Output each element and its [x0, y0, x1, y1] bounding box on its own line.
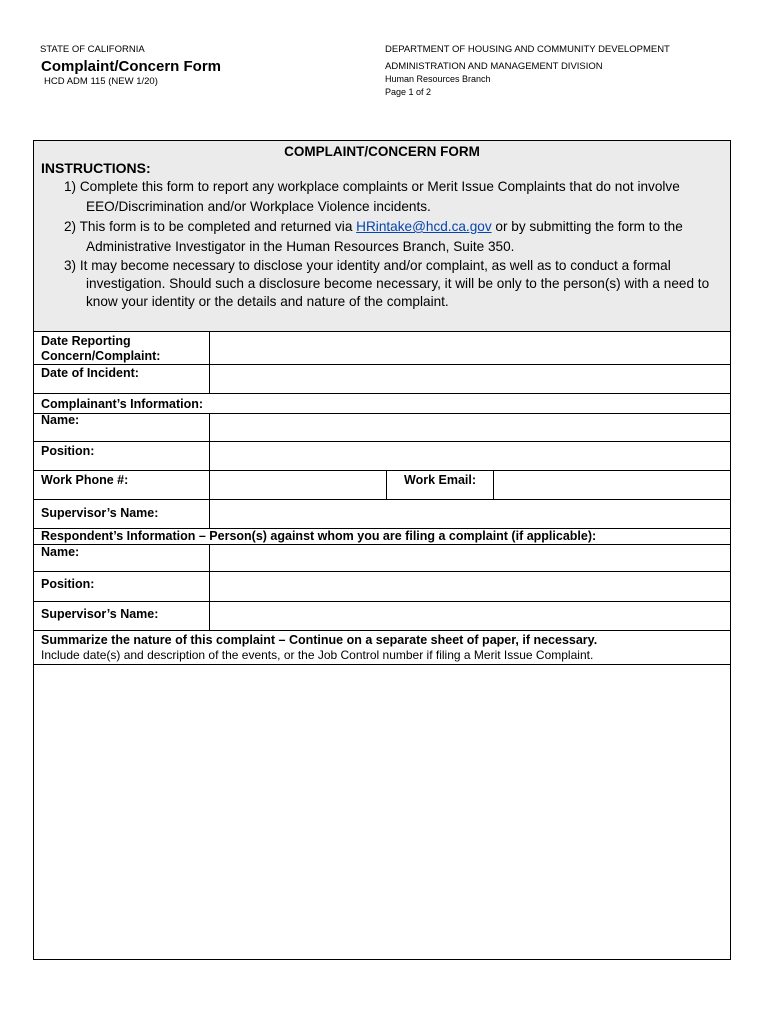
- respondent-name-row: [34, 545, 730, 572]
- header-right: [385, 44, 670, 98]
- complaint-form: [33, 140, 731, 960]
- complainant-name-label: Name:: [41, 413, 80, 427]
- branch-label: Human Resources Branch: [385, 74, 491, 84]
- respondent-position-field[interactable]: [210, 572, 730, 601]
- respondent-name-label: Name:: [41, 545, 80, 559]
- complainant-name-row: [34, 414, 730, 442]
- date-incident-label: Date of Incident:: [41, 366, 139, 380]
- complainant-name-field[interactable]: [210, 414, 730, 441]
- complainant-heading-row: [34, 394, 730, 414]
- complainant-supervisor-label: Supervisor’s Name:: [41, 506, 159, 520]
- complainant-position-label: Position:: [41, 444, 95, 458]
- summary-subheading: Include date(s) and description of the events, or the Job Control number if filing a Merit Issue Complaint.: [41, 648, 594, 662]
- respondent-supervisor-row: [34, 602, 730, 631]
- division-label: ADMINISTRATION AND MANAGEMENT DIVISION: [385, 61, 603, 72]
- date-incident-row: [34, 365, 730, 394]
- respondent-position-row: [34, 572, 730, 602]
- divider: [386, 471, 387, 499]
- instruction-item-2: [64, 217, 724, 257]
- complainant-supervisor-row: [34, 500, 730, 529]
- work-phone-label: Work Phone #:: [41, 473, 129, 487]
- summary-heading-row: [34, 631, 730, 665]
- date-incident-field[interactable]: [210, 365, 730, 393]
- header-left: [40, 44, 221, 88]
- work-email-field[interactable]: [494, 471, 730, 499]
- summary-textarea[interactable]: [34, 665, 730, 959]
- respondent-supervisor-field[interactable]: [210, 602, 730, 630]
- work-email-label: Work Email:: [404, 473, 477, 487]
- complainant-position-field[interactable]: [210, 442, 730, 470]
- summary-heading: Summarize the nature of this complaint – Continue on a separate sheet of paper, if necessary.: [41, 633, 598, 647]
- instructions-heading: INSTRUCTIONS:: [41, 160, 151, 176]
- respondent-name-field[interactable]: [210, 545, 730, 571]
- date-reporting-row: [34, 332, 730, 365]
- department-label: DEPARTMENT OF HOUSING AND COMMUNITY DEVELOPMENT: [385, 44, 670, 55]
- form-title: Complaint/Concern Form: [41, 58, 222, 75]
- complainant-supervisor-field[interactable]: [210, 500, 730, 528]
- respondent-heading: Respondent’s Information – Person(s) against whom you are filing a complaint (if applicable):: [41, 529, 597, 543]
- instructions-section: [34, 141, 730, 332]
- instruction-item-2-text: 2) This form is to be completed and returned via: [64, 219, 357, 234]
- work-phone-field[interactable]: [210, 471, 385, 499]
- page-number: Page 1 of 2: [385, 87, 432, 97]
- form-code: HCD ADM 115 (NEW 1/20): [44, 76, 158, 87]
- complainant-heading: Complainant’s Information:: [41, 397, 204, 411]
- respondent-heading-row: [34, 529, 730, 545]
- complainant-position-row: [34, 442, 730, 471]
- state-label: STATE OF CALIFORNIA: [40, 44, 145, 55]
- form-heading: COMPLAINT/CONCERN FORM: [284, 144, 480, 159]
- date-reporting-field[interactable]: [210, 332, 730, 364]
- hr-intake-email-link[interactable]: HRintake@hcd.ca.gov: [356, 219, 492, 234]
- instruction-item-3: 3) It may become necessary to disclose your identity and/or complaint, as well as to conduct a formal investigation. Should such a disclosure become necessary, it will be only to the person(s) with a need to know your identity or the details and nature of the complaint.: [64, 258, 710, 309]
- instruction-item-1: 1) Complete this form to report any workplace complaints or Merit Issue Complaints that do not involve EEO/Discrimination and/or Workplace Violence incidents.: [64, 179, 680, 214]
- date-reporting-label: Date Reporting Concern/Complaint:: [41, 334, 161, 363]
- complainant-contact-row: [34, 471, 730, 500]
- respondent-position-label: Position:: [41, 577, 95, 591]
- instructions-list: [64, 177, 724, 311]
- respondent-supervisor-label: Supervisor’s Name:: [41, 607, 159, 621]
- instruction-item-2-text-end: or by submitting the form to the Administrative Investigator in the Human Resources Branch, Suite 350.: [86, 219, 683, 254]
